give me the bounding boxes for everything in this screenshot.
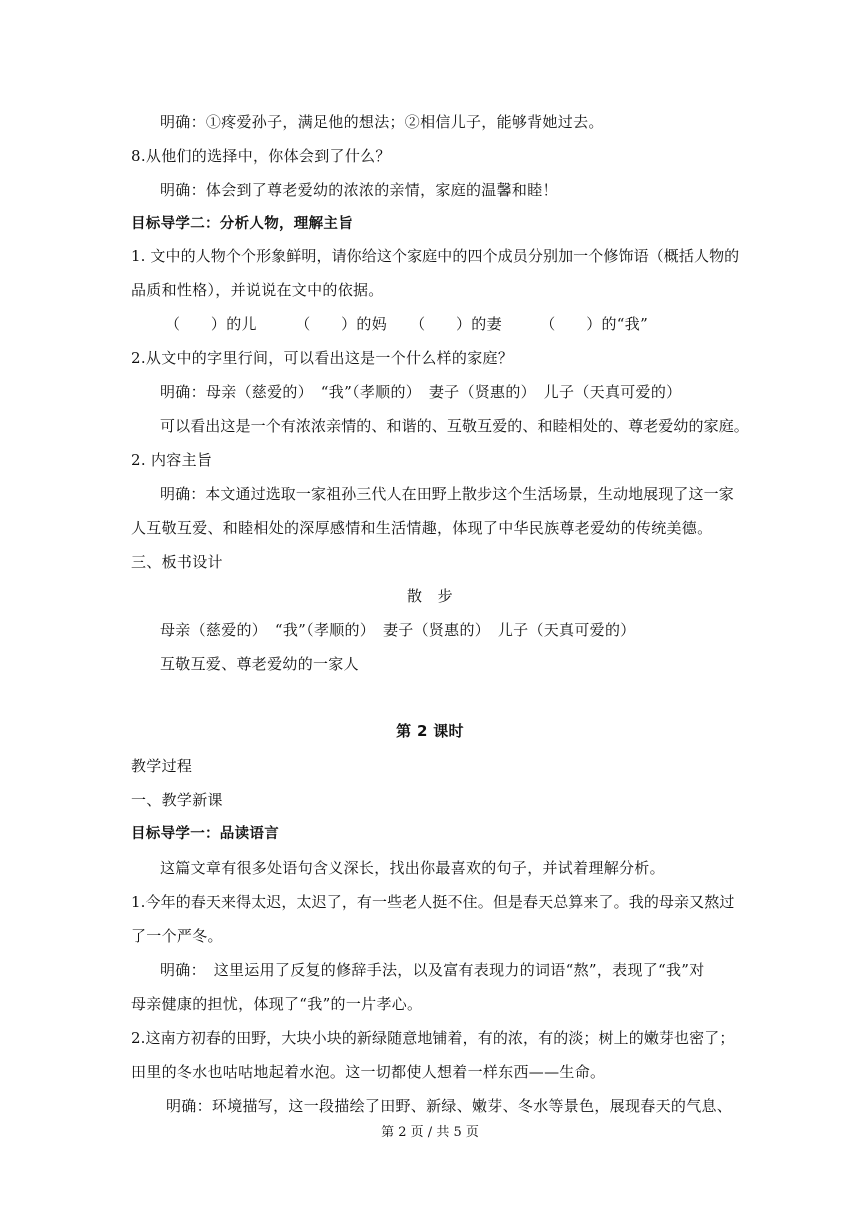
question-line: 2.从文中的字里行间，可以看出这是一个什么样的家庭？ — [131, 349, 514, 367]
board-title: 散 步 — [407, 587, 453, 605]
subheading: 2. 内容主旨 — [131, 451, 213, 469]
answer-line: 明确：①疼爱孙子，满足他的想法；②相信儿子，能够背她过去。 — [160, 113, 604, 131]
question-line: 8.从他们的选择中，你体会到了什么？ — [131, 147, 391, 165]
paragraph-line: 了一个严冬。 — [131, 927, 223, 945]
answer-line: 明确： 这里运用了反复的修辞手法，以及富有表现力的词语“熬”，表现了“我”对 — [160, 961, 705, 979]
section-heading: 三、板书设计 — [131, 553, 223, 571]
paragraph-line: 2.这南方初春的田野，大块小块的新绿随意地铺着，有的浓，有的淡；树上的嫩芽也密了； — [131, 1029, 735, 1047]
answer-line: 可以看出这是一个有浓浓亲情的、和谐的、互敬互爱的、和睦相处的、尊老爱幼的家庭。 — [160, 417, 749, 435]
board-line: 母亲（慈爱的） “我”（孝顺的） 妻子（贤惠的） 儿子（天真可爱的） — [160, 621, 636, 639]
answer-line: 明确：环境描写，这一段描绘了田野、新绿、嫩芽、冬水等景色，展现春天的气息、 — [166, 1097, 733, 1115]
question-line: 1. 文中的人物个个形象鲜明，请你给这个家庭中的四个成员分别加一个修饰语（概括人物的 — [131, 247, 740, 265]
page-footer: 第 2 页 / 共 5 页 — [381, 1125, 479, 1140]
paragraph-line: 这篇文章有很多处语句含义深长，找出你最喜欢的句子，并试着理解分析。 — [160, 859, 665, 877]
answer-line: 明确：本文通过选取一家祖孙三代人在田野上散步这个生活场景，生动地展现了这一家 — [160, 485, 734, 503]
section-heading: 目标导学二：分析人物，理解主旨 — [131, 216, 353, 232]
lesson-title: 第 2 课时 — [396, 722, 464, 740]
paragraph-line: 田里的冬水也咕咕地起着水泡。这一切都使人想着一样东西——生命。 — [131, 1063, 606, 1081]
answer-line: 人互敬互爱、和睦相处的深厚感情和生活情趣，体现了中华民族尊老爱幼的传统美德。 — [131, 519, 713, 537]
section-heading: 教学过程 — [131, 757, 193, 775]
fill-in-blanks-line: （ ）的儿 （ ）的妈 （ ）的妻 （ ）的“我” — [165, 315, 649, 333]
section-heading: 目标导学一：品读语言 — [131, 826, 279, 842]
paragraph-line: 1.今年的春天来得太迟，太迟了，有一些老人挺不住。但是春天总算来了。我的母亲又熬过 — [131, 893, 735, 911]
answer-line: 明确：体会到了尊老爱幼的浓浓的亲情，家庭的温馨和睦！ — [160, 181, 558, 199]
question-line: 品质和性格），并说说在文中的依据。 — [131, 281, 384, 299]
answer-line: 明确：母亲（慈爱的） “我”（孝顺的） 妻子（贤惠的） 儿子（天真可爱的） — [160, 383, 682, 401]
section-heading: 一、教学新课 — [131, 791, 223, 809]
answer-line: 母亲健康的担忧，体现了“我”的一片孝心。 — [131, 995, 423, 1013]
board-line: 互敬互爱、尊老爱幼的一家人 — [160, 655, 359, 673]
